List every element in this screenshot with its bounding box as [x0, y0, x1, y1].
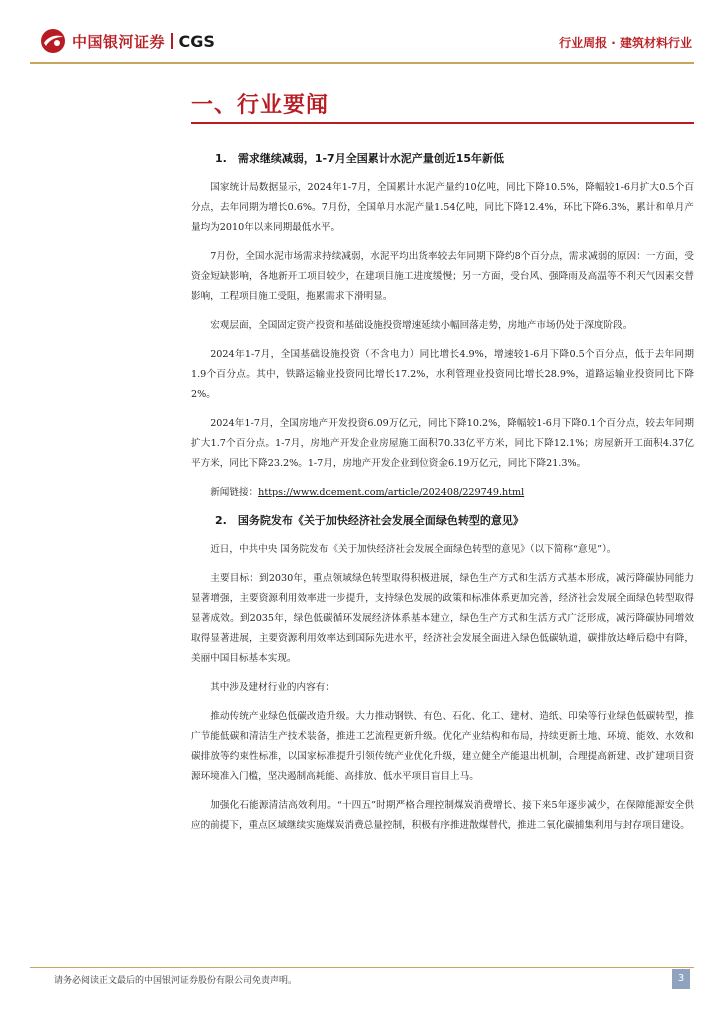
news1-link-line	[191, 483, 694, 503]
news1-paragraph-5: 2024年1-7月，全国房地产开发投资6.09万亿元，同比下降10.2%，降幅较1-6月下降0.1个百分点，较去年同期扩大1.7个百分点。1-7月，房地产开发企业房屋施工面积70.33亿平方米，同比下降12.1%；房屋新开工面积4.37亿平方米，同比下降23.2%。1-7月，房地产开发企业到位资金6.19万亿元，同比下降21.3%。	[191, 418, 694, 469]
news1-paragraph-1: 国家统计局数据显示，2024年1-7月，全国累计水泥产量约10亿吨，同比下降10.5%，降幅较1-6月扩大0.5个百分点，去年同期为增长0.6%。7月份，全国单月水泥产量1.54亿吨，同比下降12.4%，环比下降6.3%，累计和单月产量均为2010年以来同期最低水平。	[191, 182, 694, 233]
news-heading-1: 1. 需求继续减弱，1-7月全国累计水泥产量创近15年新低	[215, 152, 505, 165]
brand-name-en: CGS	[178, 31, 215, 51]
news1-paragraph-2: 7月份，全国水泥市场需求持续减弱，水泥平均出货率较去年同期下降约8个百分点，需求减弱的原因：一方面，受资金短缺影响，各地新开工项目较少，在建项目施工进度缓慢；另一方面，受台风、强降雨及高温等不利天气因素交替影响，工程项目施工受阻，拖累需求下滑明显。	[191, 251, 694, 302]
galaxy-logo-icon	[40, 28, 66, 54]
footer-divider	[30, 967, 694, 968]
brand-name-cn: 中国银河证券	[72, 32, 166, 51]
section-title: 一、行业要闻	[191, 93, 330, 118]
news2-paragraph-1: 近日，中共中央 国务院发布《关于加快经济社会发展全面绿色转型的意见》（以下简称“意见”）。	[210, 544, 617, 555]
article-body	[191, 150, 694, 845]
news1-paragraph-4: 2024年1-7月，全国基础设施投资（不含电力）同比增长4.9%，增速较1-6月下降0.5个百分点，低于去年同期1.9个百分点。其中，铁路运输业投资同比增长17.2%，水利管理业投资同比增长28.9%，道路运输业投资同比下降2%。	[191, 349, 694, 400]
header-divider	[30, 62, 694, 64]
news-link[interactable]: https://www.dcement.com/article/202408/229749.html	[258, 487, 525, 498]
report-type-label: 行业周报 · 建筑材料行业	[559, 36, 692, 50]
page-header	[0, 0, 724, 64]
news2-paragraph-2: 主要目标：到2030年，重点领域绿色转型取得积极进展，绿色生产方式和生活方式基本形成，减污降碳协同能力显著增强，主要资源利用效率进一步提升，支持绿色发展的政策和标准体系更加完善，经济社会发展全面绿色转型取得显著成效。到2035年，绿色低碳循环发展经济体系基本建立，绿色生产方式和生活方式广泛形成，减污降碳协同增效取得显著进展，主要资源利用效率达到国际先进水平，经济社会发展全面进入绿色低碳轨道，碳排放达峰后稳中有降，美丽中国目标基本实现。	[191, 573, 694, 664]
section-divider	[191, 122, 694, 124]
news-heading-2: 2. 国务院发布《关于加快经济社会发展全面绿色转型的意见》	[215, 514, 524, 527]
news2-paragraph-5: 加强化石能源清洁高效利用。“十四五”时期严格合理控制煤炭消费增长、接下来5年逐步减少，在保障能源安全供应的前提下，重点区域继续实施煤炭消费总量控制，积极有序推进散煤替代，推进二氧化碳捕集利用与封存项目建设。	[191, 800, 694, 831]
brand-divider	[171, 33, 173, 49]
brand-logo	[40, 28, 215, 54]
page-number: 3	[672, 969, 690, 989]
news2-paragraph-3: 其中涉及建材行业的内容有：	[210, 682, 335, 693]
footer-disclaimer: 请务必阅读正文最后的中国银河证券股份有限公司免责声明。	[54, 976, 298, 986]
news1-paragraph-3: 宏观层面，全国固定资产投资和基础设施投资增速延续小幅回落走势，房地产市场仍处于深度阶段。	[210, 320, 633, 331]
news2-paragraph-4: 推动传统产业绿色低碳改造升级。大力推动钢铁、有色、石化、化工、建材、造纸、印染等行业绿色低碳转型，推广节能低碳和清洁生产技术装备，推进工艺流程更新升级。优化产业结构和布局，持续更新土地、环境、能效、水效和碳排放等约束性标准，以国家标准提升引领传统产业优化升级，建立健全产能退出机制，合理提高新建、改扩建项目资源环境准入门槛，坚决遏制高耗能、高排放、低水平项目盲目上马。	[191, 711, 694, 782]
news-link-label: 新闻链接：	[210, 487, 259, 498]
